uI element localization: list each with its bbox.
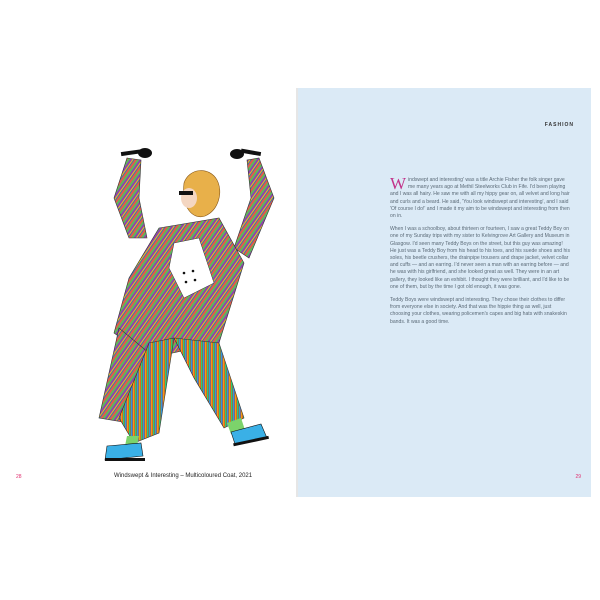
page-number-right: 29 [575, 474, 581, 480]
illustration-caption: Windswept & Interesting – Multicoloured Coat, 2021 [114, 473, 253, 479]
paragraph: When I was a schoolboy, about thirteen or fourteen, I saw a great Teddy Boy on one of my Sunday trips with my sister to Kelvingrove Art Gallery and Museum in Glasgow. I'd seen many Teddy Boys on the street, but this guy was amazing! He just was a Teddy Boy from his head to his toes, and his suede shoes and his soles, his beetle crushers, the drainpipe trousers and drape jacket, velvet collar and cuffs — and an earring. I'd never seen a man with an earring before — and he was with his girlfriend, and she looked great as well. They were in an art gallery, they looked like an exhibit. I thought they were brilliant, and I'd like to be one of them, but by the time I got old enough, it was gone. [390, 226, 570, 290]
multicoloured-coat-illustration [9, 88, 296, 508]
paragraph: Teddy Boys were windswept and interesting. They chose their clothes to differ from everyone else in society. And that was the hippie thing as well, just choosing your clothes, wearing policemen's capes and big hats with snakeskin bands. It was a good time. [390, 297, 567, 325]
article-text [390, 174, 570, 332]
section-label: FASHION [544, 122, 574, 128]
paragraph: Windswept and interesting' was a title Archie Fisher the folk singer gave me many years ago at Methil Steelworks Club in Fife. I'd been playing and I was all hairy. He saw me with all my hippy gear on, all velvet and long hair and curls and a beard. He said, 'You look windswept and interesting', and I said 'Of course I do!' and I made it my aim to be windswept and interesting from then on in. [390, 174, 570, 220]
drop-cap: W [390, 174, 407, 193]
left-page [9, 88, 296, 497]
right-page [298, 88, 591, 497]
page-number-left: 28 [16, 474, 22, 480]
